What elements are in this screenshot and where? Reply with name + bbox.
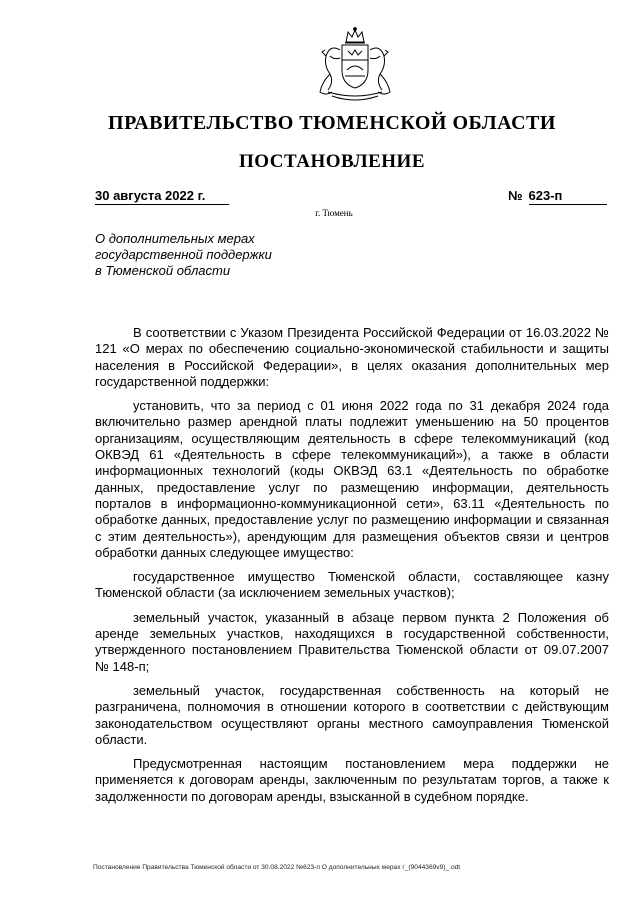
document-date: 30 августа 2022 г. <box>95 188 229 205</box>
page-footer: Постановление Правительства Тюменской области от 30.08.2022 №623-п О дополнительных мерах г_(9044369v9)_.odt <box>93 864 461 871</box>
document-number-block <box>508 188 607 205</box>
paragraph: Предусмотренная настоящим постановлением мера поддержки не применяется к договорам аренды, заключенным по результатам торгов, а также к задолженности по договорам аренды, взысканной в судебном порядке. <box>95 756 609 804</box>
document-subject <box>95 231 355 279</box>
subject-line: О дополнительных мерах <box>95 231 255 246</box>
coat-of-arms-icon <box>312 26 398 106</box>
document-number: 623-п <box>529 188 607 205</box>
city-label: г. Тюмень <box>315 208 353 218</box>
government-title: ПРАВИТЕЛЬСТВО ТЮМЕНСКОЙ ОБЛАСТИ <box>108 112 556 134</box>
document-type: ПОСТАНОВЛЕНИЕ <box>238 151 426 172</box>
paragraph: установить, что за период с 01 июня 2022 года по 31 декабря 2024 года включительно размер арендной платы подлежит уменьшению на 50 процентов организациям, осуществляющим деятельность в сфере телекоммуникаций (код ОКВЭД 61 «Деятельность в сфере телекоммуникаций»), а также в области информационных технологий (коды ОКВЭД 63.1 «Деятельность по обработке данных, предоставление услуг по размещению информации, деятельность порталов в информационно-коммуникационной сети», 63.11 «Деятельность по обработке данных, предоставление услуг по размещению информации и связанная с этим деятельность»), арендующим для размещения объектов связи и центров обработки данных следующее имущество: <box>95 398 609 560</box>
subject-line: государственной поддержки <box>95 247 272 262</box>
paragraph: государственное имущество Тюменской области, составляющее казну Тюменской области (за исключением земельных участков); <box>95 569 609 601</box>
subject-line: в Тюменской области <box>95 263 231 278</box>
document-body <box>95 325 609 813</box>
paragraph: В соответствии с Указом Президента Российской Федерации от 16.03.2022 № 121 «О мерах по обеспечению социально-экономической стабильности и защиты населения в Российской Федерации», в целях оказания дополнительных мер государственной поддержки: <box>95 325 609 389</box>
number-prefix: № <box>508 188 523 203</box>
paragraph: земельный участок, указанный в абзаце первом пункта 2 Положения об аренде земельных участков, находящихся в государственной собственности, утвержденного постановлением Правительства Тюменской области от 09.07.2007 № 148-п; <box>95 609 609 674</box>
paragraph: земельный участок, государственная собственность на который не разграничена, полномочия в отношении которого в соответствии с действующим законодательством осуществляют органы местного самоуправления Тюменской области. <box>95 682 609 747</box>
